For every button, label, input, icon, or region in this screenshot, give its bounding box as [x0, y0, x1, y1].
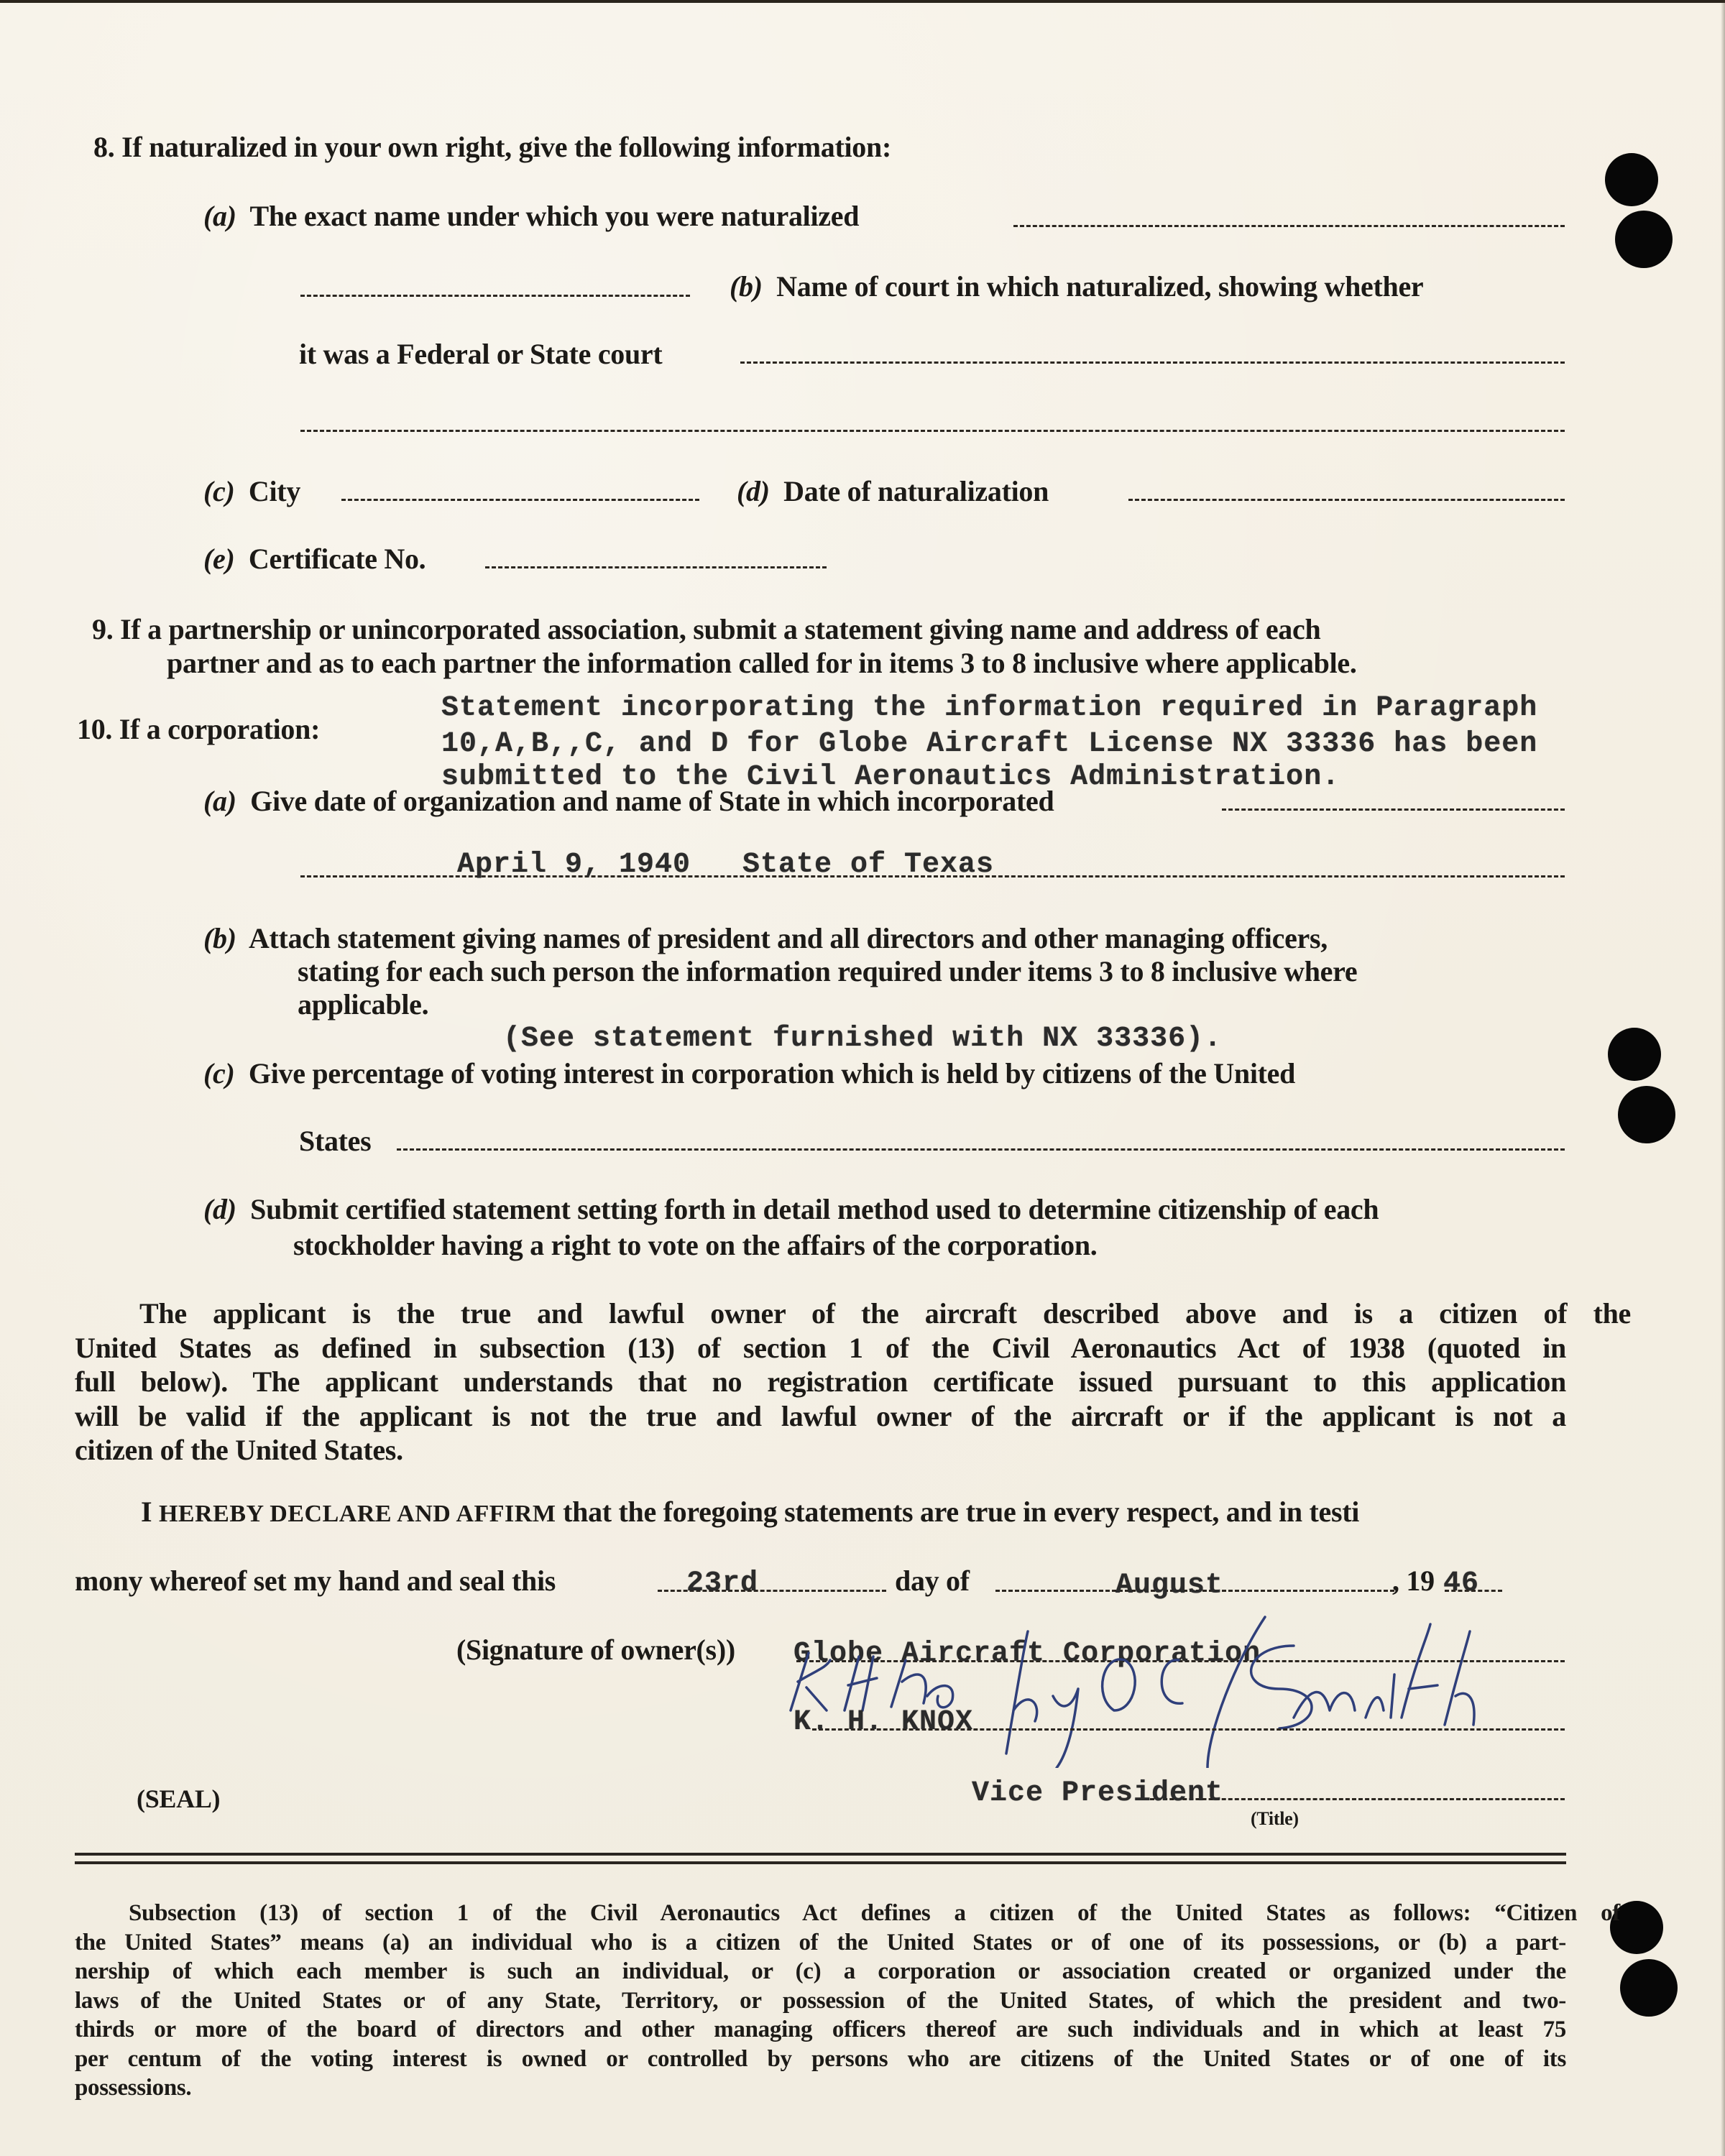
divider-rule — [75, 1861, 1566, 1864]
item-10b-letter: (b) — [203, 922, 236, 954]
incorporation-field[interactable] — [1222, 808, 1565, 811]
item-10a-label-row — [203, 785, 1054, 818]
applicant-statement — [75, 1296, 1631, 1468]
footnote-line: the United States” means (a) an individual who is a citizen of the United States or of one of its possessions, or (b) a part- — [75, 1929, 1566, 1955]
footnote-line: possessions. — [75, 2075, 192, 2101]
naturalized-name-field[interactable] — [1013, 225, 1565, 227]
divider-rule — [75, 1853, 1566, 1856]
year-field[interactable] — [1445, 1590, 1502, 1592]
item-8c-letter: (c) — [203, 475, 235, 507]
item-10c-letter: (c) — [203, 1057, 235, 1089]
signer-typed-name: K. H. KNOX — [794, 1706, 974, 1738]
item-10c-label-row — [203, 1057, 1295, 1090]
item-8b-text: Name of court in which naturalized, showing whether — [776, 270, 1424, 303]
punch-hole-icon — [1605, 153, 1658, 206]
item-8b-text2: it was a Federal or State court — [299, 338, 663, 370]
punch-hole-icon — [1620, 1959, 1678, 2017]
item-10c-text2: States — [299, 1125, 372, 1157]
item-8a-text: The exact name under which you were naturalized — [249, 200, 860, 232]
owner-typed-name: Globe Aircraft Corporation — [794, 1638, 1261, 1670]
seal-label: (SEAL) — [137, 1784, 221, 1813]
year-value: 46 — [1443, 1567, 1480, 1600]
declaration-smallcaps: HEREBY DECLARE AND AFFIRM — [158, 1501, 556, 1527]
voting-interest-percentage-field[interactable] — [397, 1148, 1565, 1151]
item-10a-letter: (a) — [203, 785, 236, 817]
year-prefix: , 19 — [1392, 1565, 1435, 1597]
applicant-statement-line: citizen of the United States. — [75, 1434, 403, 1466]
incorporation-date-value: April 9, 1940 — [457, 849, 691, 881]
item-10b-line-3: applicable. — [298, 988, 429, 1021]
footnote-line: thirds or more of the board of directors and other managing officers thereof are such individuals and in which at least 75 — [75, 2017, 1566, 2042]
applicant-statement-line: will be valid if the applicant is not the true and lawful owner of the aircraft or if the applicant is not a — [75, 1399, 1566, 1432]
item-8d-text: Date of naturalization — [783, 475, 1049, 507]
punch-hole-icon — [1615, 211, 1673, 268]
applicant-statement-line: full below). The applicant understands that no registration certificate issued pursuant to this application — [75, 1365, 1566, 1398]
punch-hole-icon — [1618, 1086, 1675, 1143]
item-10a-text: Give date of organization and name of State in which incorporated — [250, 785, 1054, 817]
applicant-statement-line: United States as defined in subsection (13) of section 1 of the Civil Aeronautics Act of 1938 (quoted in — [75, 1331, 1566, 1364]
handwritten-signature-icon — [776, 1603, 1495, 1768]
item-8c-text: City — [248, 475, 301, 507]
item-9-line-1: 9. If a partnership or unincorporated association, submit a statement giving name and address of each — [92, 613, 1321, 645]
footnote-line: laws of the United States or of any State, Territory, or possession of the United States, of which the president and two- — [75, 1987, 1566, 2014]
footnote-line: per centum of the voting interest is owned or controlled by persons who are citizens of the United States or of one of its — [75, 2045, 1566, 2072]
court-name-field-cont[interactable] — [300, 430, 1565, 432]
item-8e-text: Certificate No. — [248, 543, 426, 575]
day-of-label: day of — [895, 1565, 970, 1597]
item-10c-text: Give percentage of voting interest in corporation which is held by citizens of the United — [248, 1057, 1296, 1089]
day-value: 23rd — [686, 1567, 759, 1600]
item-10b-line-1: Attach statement giving names of president and all directors and other managing officers, — [248, 922, 1328, 954]
declaration-prefix: I — [141, 1496, 152, 1528]
signature-label: (Signature of owner(s)) — [456, 1634, 735, 1666]
footnote-line: nership of which each member is such an individual, or (c) a corporation or association created or organized under the — [75, 1958, 1566, 1984]
title-caption: (Title) — [1251, 1808, 1299, 1829]
declaration-rest: that the foregoing statements are true in every respect, and in testi — [563, 1496, 1360, 1528]
naturalized-name-field-cont[interactable] — [300, 295, 690, 297]
item-10d-line-2: stockholder having a right to vote on the affairs of the corporation. — [293, 1229, 1098, 1261]
item-8b-letter: (b) — [730, 270, 763, 303]
certificate-number-field[interactable] — [485, 566, 827, 568]
declaration-line-1 — [141, 1496, 1359, 1531]
naturalization-date-field[interactable] — [1128, 499, 1565, 501]
item-8-heading: 8. If naturalized in your own right, give the following information: — [93, 131, 891, 163]
item-8e-letter: (e) — [203, 543, 235, 575]
page-top-edge — [0, 0, 1725, 3]
month-value: August — [1116, 1570, 1224, 1602]
item-9-line-2: partner and as to each partner the information called for in items 3 to 8 inclusive where applicable. — [167, 647, 1357, 679]
item-8a-label-row — [203, 200, 859, 233]
court-name-field[interactable] — [740, 361, 1565, 364]
item-10d-label-row — [203, 1193, 1379, 1226]
item-10b-typed-note: (See statement furnished with NX 33336). — [503, 1023, 1223, 1055]
title-typed-value: Vice President — [972, 1777, 1224, 1810]
typed-statement-line-2: 10,A,B,,C, and D for Globe Aircraft License NX 33336 has been — [441, 728, 1538, 760]
item-10-heading: 10. If a corporation: — [77, 713, 321, 745]
footnote-line: Subsection (13) of section 1 of the Civil Aeronautics Act defines a citizen of the United States as follows: “Citizen of — [129, 1900, 1620, 1926]
typed-statement-line-1: Statement incorporating the information required in Paragraph — [441, 692, 1538, 724]
item-10d-letter: (d) — [203, 1193, 236, 1225]
item-8a-letter: (a) — [203, 200, 236, 232]
item-8e-label-row — [203, 543, 426, 576]
item-10d-line-1: Submit certified statement setting forth in detail method used to determine citizenship of each — [250, 1193, 1379, 1225]
punch-hole-icon — [1608, 1028, 1661, 1081]
page-right-edge — [1721, 0, 1725, 2156]
city-field[interactable] — [341, 499, 699, 501]
applicant-statement-line: The applicant is the true and lawful owner of the aircraft described above and is a citizen of the — [139, 1297, 1631, 1330]
item-8d-letter: (d) — [737, 475, 770, 507]
declaration-line-2: mony whereof set my hand and seal this — [75, 1565, 556, 1597]
citizen-definition-footnote — [75, 1899, 1620, 2103]
item-8b-label-row — [730, 270, 1423, 303]
item-10b-label-row — [203, 922, 1328, 955]
item-8c-label-row — [203, 475, 300, 508]
incorporation-state-value: State of Texas — [742, 849, 995, 881]
typed-statement-line-3: submitted to the Civil Aeronautics Administration. — [441, 761, 1340, 793]
item-10b-line-2: stating for each such person the information required under items 3 to 8 inclusive where — [298, 955, 1358, 987]
item-8d-label-row — [737, 475, 1049, 508]
